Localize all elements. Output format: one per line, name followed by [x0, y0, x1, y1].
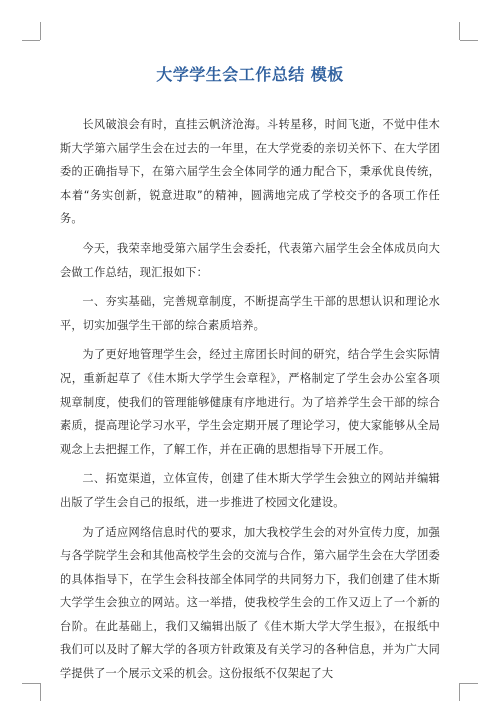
crop-mark-bottom-left-vertical	[40, 683, 41, 701]
paragraph-section-one-heading: 一、夯实基础，完善规章制度，不断提高学生干部的思想认识和理论水平，切实加强学生干部的综合素质培养。	[60, 295, 440, 332]
paragraph-report-opening: 今天，我荣幸地受第六届学生会委托，代表第六届学生会全体成员向大会做工作总结，现汇报如下：	[60, 241, 440, 279]
crop-mark-top-left-horizontal	[22, 40, 40, 41]
paragraph-section-one-body: 为了更好地管理学生会，经过主席团长时间的研究，结合学生会实际情况，重新起草了《佳木斯大学学生会章程》，严格制定了学生会办公室各项规章制度，使我们的管理能够健康有序地进行。为了培养学生会干部的综合素质，提高理论学习水平，学生会定期开展了理论学习，使大家能够从全局观念上去把握工作，了解工作，并在正确的思想指导下开展工作。	[60, 348, 440, 456]
document-body	[60, 113, 440, 692]
paragraph-section-two-body: 为了适应网络信息时代的要求，加大我校学生会的对外宣传力度，加强与各学院学生会和其他高校学生会的交流与合作，第六届学生会在大学团委的具体指导下，在学生会科技部全体同学的共同努力下，我们创建了佳木斯大学学生会独立的网站。这一举措，使我校学生会的工作又迈上了一个新的台阶。在此基础上，我们又编辑出版了《佳木斯大学大学生报》，在报纸中我们可以及时了解大学的各项方针政策及有关学习的各种信息，并为广大同学提供了一个展示文采的机会。这份报纸不仅架起了大	[60, 525, 440, 681]
crop-mark-top-right-horizontal	[460, 40, 478, 41]
crop-mark-bottom-right-horizontal	[460, 683, 478, 684]
crop-mark-bottom-right-vertical	[459, 683, 460, 701]
paragraph-intro: 长风破浪会有时，直挂云帆济沧海。斗转星移，时间飞逝，不觉中佳木斯大学第六届学生会在过去的一年里，在大学党委的亲切关怀下、在大学团委的正确指导下，在第六届学生会全体同学的通力配合下，秉承优良传统，本着“务实创新，锐意进取”的精神，圆满地完成了学校交予的各项工作任务。	[60, 118, 440, 226]
crop-mark-bottom-left-horizontal	[22, 683, 40, 684]
crop-mark-top-left-vertical	[40, 22, 41, 40]
paragraph-section-two-heading: 二、拓宽渠道，立体宣传，创建了佳木斯大学学生会独立的网站并编辑出版了学生会自己的报纸，进一步推进了校园文化建设。	[60, 472, 440, 509]
document-title: 大学学生会工作总结 模板	[156, 65, 344, 84]
crop-mark-top-right-vertical	[459, 22, 460, 40]
